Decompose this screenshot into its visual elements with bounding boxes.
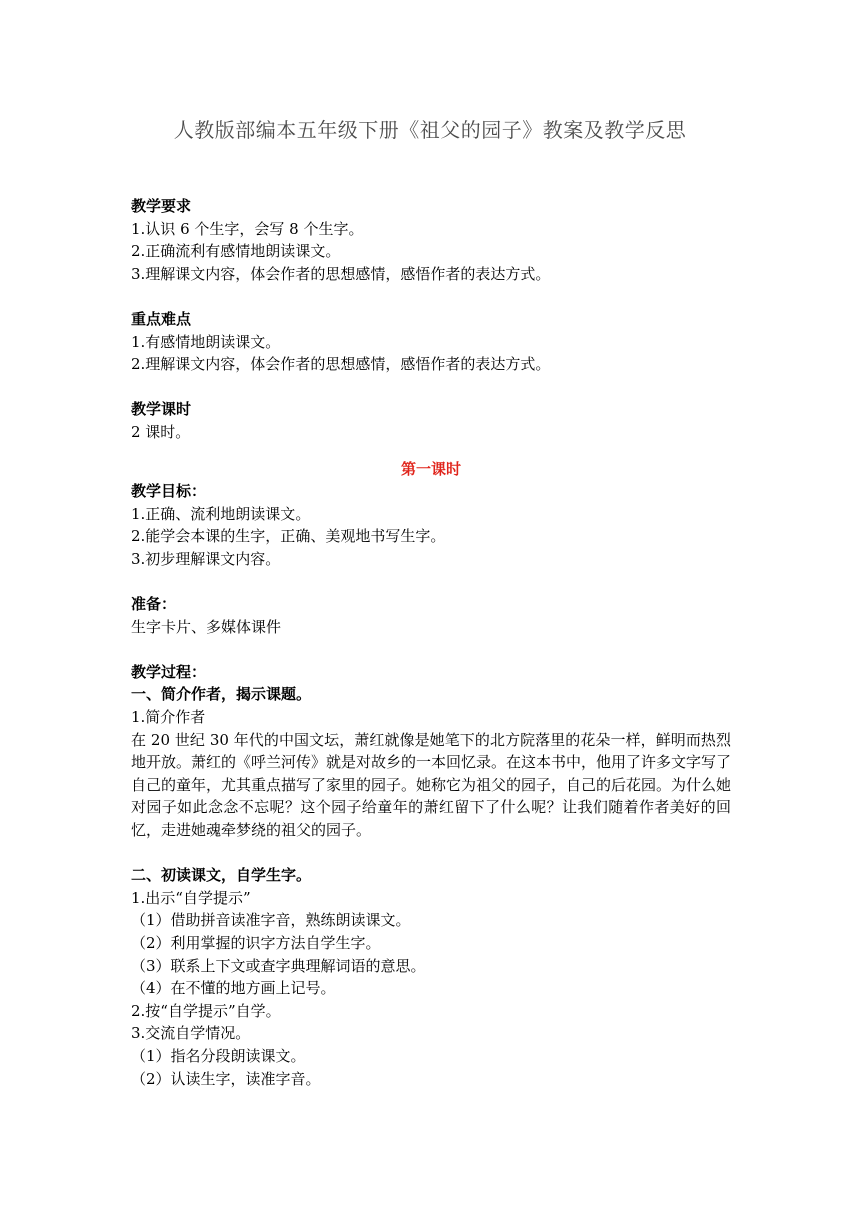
key-points-heading: 重点难点: [131, 309, 192, 328]
requirement-item: 3.理解课文内容，体会作者的思想感情，感悟作者的表达方式。: [131, 264, 551, 283]
hours-value: 2 课时。: [131, 422, 191, 441]
hours-heading: 教学课时: [131, 400, 192, 419]
step1-sub: 1.简介作者: [131, 708, 206, 727]
step2-item: 2.按“自学提示”自学。: [131, 1001, 281, 1020]
document-body: [131, 195, 731, 1090]
document-title: 人教版部编本五年级下册《祖父的园子》教案及教学反思: [173, 118, 687, 142]
spacer: [131, 376, 731, 399]
step2-item: 1.出示“自学提示”: [131, 888, 251, 907]
prep-value: 生字卡片、多媒体课件: [131, 617, 282, 636]
step2-item: （3）联系上下文或查字典理解词语的意思。: [131, 956, 426, 975]
step2-item: 3.交流自学情况。: [131, 1024, 251, 1043]
step1-heading: 一、简介作者，揭示课题。: [131, 685, 312, 704]
step2-item: （1）指名分段朗读课文。: [131, 1046, 306, 1065]
step2-heading: 二、初读课文，自学生字。: [131, 866, 312, 885]
step2-item: （2）认读生字，读准字音。: [131, 1069, 321, 1088]
requirement-item: 1.认识 6 个生字，会写 8 个生字。: [131, 219, 364, 238]
step2-item: （2）利用掌握的识字方法自学生字。: [131, 934, 381, 952]
goal-item: 2.能学会本课的生字，正确、美观地书写生字。: [131, 527, 446, 546]
process-heading: 教学过程：: [131, 662, 207, 681]
step2-item: （1）借助拼音读准字音，熟练朗读课文。: [131, 911, 411, 930]
step2-item: （4）在不懂的地方画上记号。: [131, 979, 336, 998]
goals-heading: 教学目标：: [131, 482, 207, 501]
spacer: [131, 571, 731, 594]
goal-item: 1.正确、流利地朗读课文。: [131, 504, 311, 523]
lesson1-heading: 第一课时: [400, 459, 461, 478]
prep-heading: 准备：: [131, 595, 177, 614]
goal-item: 3.初步理解课文内容。: [131, 549, 281, 568]
key-point-item: 1.有感情地朗读课文。: [131, 332, 281, 351]
step1-paragraph: 在 20 世纪 30 年代的中国文坛，萧红就像是她笔下的北方院落里的花朵一样，鲜明而热烈地开放。萧红的《呼兰河传》就是对故乡的一本回忆录。在这本书中，他用了许多文字写了自己的童年，尤其重点描写了家里的园子。她称它为祖父的园子，自己的后花园。为什么她对园子如此念念不忘呢？这个园子给童年的萧红留下了什么呢？让我们随着作者美好的回忆，走进她魂牵梦绕的祖父的园子。: [131, 730, 732, 840]
key-point-item: 2.理解课文内容，体会作者的思想感情，感悟作者的表达方式。: [131, 355, 551, 374]
spacer: [131, 638, 731, 661]
spacer: [131, 444, 731, 458]
spacer: [131, 842, 731, 865]
spacer: [131, 285, 731, 308]
requirement-item: 2.正确流利有感情地朗读课文。: [131, 242, 341, 261]
requirements-heading: 教学要求: [131, 197, 192, 215]
